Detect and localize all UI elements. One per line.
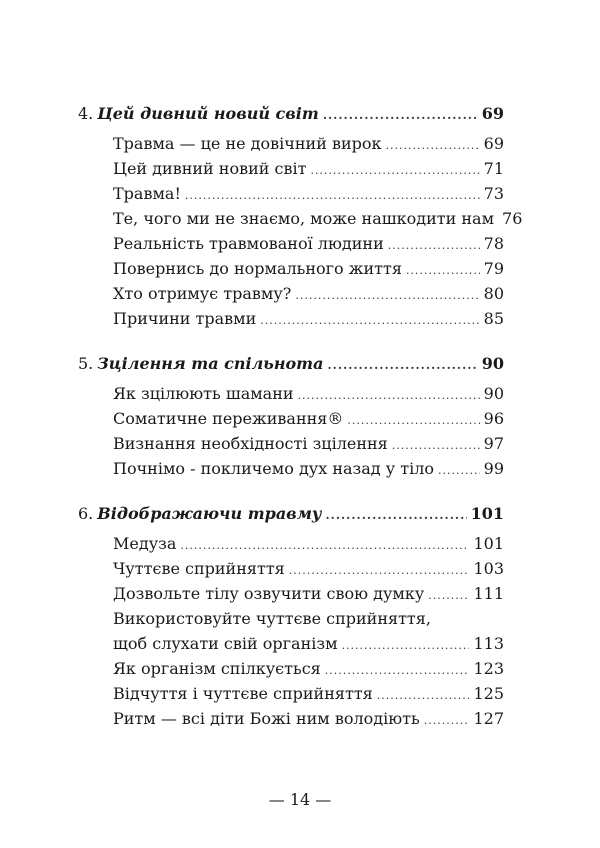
chapter-title: Зцілення та спільнота	[97, 354, 324, 373]
dot-leader	[424, 708, 470, 733]
entry-title: Травма — це не довічний вирок	[113, 134, 382, 153]
chapter-page: 101	[470, 504, 504, 523]
entry-page: 103	[473, 559, 504, 578]
dot-leader	[386, 133, 480, 158]
entry-page: 111	[473, 584, 504, 603]
toc-chapter-section	[78, 351, 504, 481]
entry-title: Почнімо - покличемо дух назад у тіло	[113, 459, 434, 478]
dot-leader	[289, 558, 470, 583]
chapter-number: 5.	[78, 354, 94, 373]
entry-page: 76	[502, 209, 523, 228]
table-of-contents	[78, 101, 523, 751]
entry-page: 71	[483, 159, 504, 178]
entry-title: Як зцілюють шамани	[113, 384, 294, 403]
toc-chapter-section	[78, 101, 523, 331]
dot-leader	[406, 258, 480, 283]
chapter-page: 90	[481, 354, 504, 373]
toc-entry	[78, 681, 504, 706]
toc-entry	[78, 706, 504, 731]
entry-title: Хто отримує травму?	[113, 284, 292, 303]
entry-page: 90	[483, 384, 504, 403]
chapter-number: 6.	[78, 504, 94, 523]
toc-entry	[78, 281, 504, 306]
dot-leader	[295, 283, 479, 308]
toc-entry	[78, 556, 504, 581]
toc-chapter-section	[78, 501, 504, 731]
dot-leader	[310, 158, 479, 183]
dot-leader	[185, 183, 480, 208]
dot-leader	[388, 233, 480, 258]
entry-title: Медуза	[113, 534, 177, 553]
entry-page: 78	[483, 234, 504, 253]
dot-leader	[342, 633, 470, 658]
chapter-heading	[78, 351, 504, 376]
toc-entry	[78, 431, 504, 456]
entry-title: Відчуття і чуттєве сприйняття	[113, 684, 373, 703]
entry-page: 85	[483, 309, 504, 328]
toc-entry	[78, 231, 504, 256]
dot-leader	[428, 583, 469, 608]
toc-entry	[78, 256, 504, 281]
entry-title: Використовуйте чуттєве сприйняття,	[113, 609, 431, 628]
chapter-heading	[78, 101, 504, 126]
entry-page: 113	[473, 634, 504, 653]
dot-leader	[325, 503, 466, 528]
entry-title: Ритм — всі діти Божі ним володіють	[113, 709, 420, 728]
toc-entry	[78, 381, 504, 406]
toc-entry	[78, 156, 504, 181]
toc-entry	[78, 531, 504, 556]
dot-leader	[327, 353, 477, 378]
dot-leader	[298, 383, 480, 408]
entry-page: 80	[483, 284, 504, 303]
toc-entry	[78, 306, 504, 331]
chapter-heading	[78, 501, 504, 526]
entry-title-continued: щоб слухати свій організм	[113, 634, 338, 653]
entry-page: 97	[483, 434, 504, 453]
page-number: — 14 —	[268, 790, 332, 809]
chapter-title: Цей дивний новий світ	[97, 104, 319, 123]
toc-entry	[78, 581, 504, 606]
entry-title: Причини травми	[113, 309, 257, 328]
dot-leader	[347, 408, 479, 433]
entry-page: 123	[473, 659, 504, 678]
toc-entry	[78, 181, 504, 206]
entry-page: 79	[483, 259, 504, 278]
toc-entry	[78, 456, 504, 481]
entry-page: 125	[473, 684, 504, 703]
entry-title: Травма!	[113, 184, 181, 203]
dot-leader	[323, 103, 478, 128]
entry-page: 73	[483, 184, 504, 203]
entry-title: Повернись до нормального життя	[113, 259, 402, 278]
entry-page: 99	[483, 459, 504, 478]
entry-title: Дозвольте тілу озвучити свою думку	[113, 584, 425, 603]
entry-title: Реальність травмованої людини	[113, 234, 384, 253]
dot-leader	[325, 658, 470, 683]
toc-entry	[78, 206, 523, 231]
dot-leader	[392, 433, 480, 458]
entry-page: 101	[473, 534, 504, 553]
entry-title: Соматичне переживання®	[113, 409, 344, 428]
toc-entry	[78, 656, 504, 681]
entry-title: Те, чого ми не знаємо, може нашкодити нам	[113, 209, 495, 228]
entry-title: Визнання необхідності зцілення	[113, 434, 388, 453]
toc-entry	[78, 406, 504, 431]
chapter-page: 69	[481, 104, 504, 123]
entry-title: Чуттєве сприйняття	[113, 559, 285, 578]
entry-page: 127	[473, 709, 504, 728]
chapter-number: 4.	[78, 104, 94, 123]
dot-leader	[438, 458, 480, 483]
toc-entry	[78, 131, 504, 156]
dot-leader	[377, 683, 470, 708]
toc-entry-line	[78, 606, 504, 631]
entry-title: Цей дивний новий світ	[113, 159, 307, 178]
entry-page: 96	[483, 409, 504, 428]
entry-title: Як організм спілкується	[113, 659, 321, 678]
toc-entry	[78, 631, 504, 656]
chapter-title: Відображаючи травму	[97, 504, 322, 523]
entry-page: 69	[483, 134, 504, 153]
dot-leader	[260, 308, 479, 333]
dot-leader	[180, 533, 469, 558]
